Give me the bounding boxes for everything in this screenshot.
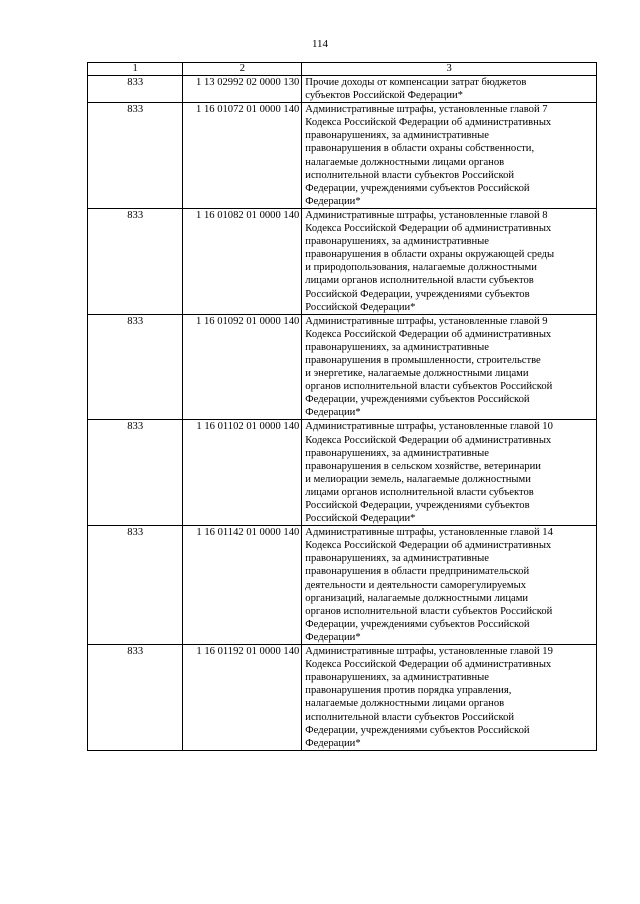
table-row xyxy=(88,526,597,645)
table-row xyxy=(88,645,597,751)
admin-code-cell: 833 xyxy=(88,103,183,209)
revenue-description-cell xyxy=(302,645,597,751)
description-line: и мелиорации земель, налагаемые должностными xyxy=(305,473,531,485)
description-line: налагаемые должностными лицами органов xyxy=(305,156,505,168)
description-line: Прочие доходы от компенсации затрат бюджетов xyxy=(305,77,527,88)
description-line: и природопользования, налагаемые должностными xyxy=(305,262,537,274)
description-line: Административные штрафы, установленные главой 8 xyxy=(305,209,548,221)
description-line: Федерации, учреждениями субъектов Российской xyxy=(305,394,530,406)
revenue-description-cell xyxy=(302,76,597,103)
description-line: правонарушения в промышленности, строительстве xyxy=(305,354,541,366)
description-line: правонарушениях, за административные xyxy=(305,236,489,248)
description-line: Кодекса Российской Федерации об административных xyxy=(305,117,552,129)
budget-classification-code-cell: 1 16 01142 01 0000 140 xyxy=(183,526,302,645)
description-line: Административные штрафы, установленные главой 10 xyxy=(305,421,553,433)
description-line: правонарушениях, за административные xyxy=(305,130,489,142)
description-line: правонарушения в области охраны окружающей среды xyxy=(305,249,555,261)
page-number: 114 xyxy=(311,38,329,50)
description-line: Российской Федерации* xyxy=(305,513,416,525)
description-line: деятельности и деятельности саморегулируемых xyxy=(305,579,527,591)
description-line: Кодекса Российской Федерации об административных xyxy=(305,540,552,552)
description-line: Кодекса Российской Федерации об административных xyxy=(305,434,552,446)
description-line: и энергетике, налагаемые должностными лицами xyxy=(305,368,529,380)
revenue-description-cell xyxy=(302,103,597,209)
table-row xyxy=(88,420,597,526)
description-line: правонарушениях, за административные xyxy=(305,672,489,684)
description-line: органов исполнительной власти субъектов Российской xyxy=(305,605,553,617)
description-line: организаций, налагаемые должностными лицами xyxy=(305,592,529,604)
description-line: правонарушения против порядка управления, xyxy=(305,685,512,697)
description-line: исполнительной власти субъектов Российской xyxy=(305,711,515,723)
admin-code-cell: 833 xyxy=(88,526,183,645)
table-body xyxy=(88,76,597,751)
table-row xyxy=(88,103,597,209)
description-line: Административные штрафы, установленные главой 19 xyxy=(305,646,553,658)
description-line: лицами органов исполнительной власти субъектов xyxy=(305,275,534,287)
description-line: Федерации, учреждениями субъектов Российской xyxy=(305,724,530,736)
description-line: субъектов Российской Федерации* xyxy=(305,90,463,102)
description-line: правонарушениях, за административные xyxy=(305,553,489,565)
admin-code-cell: 833 xyxy=(88,645,183,751)
description-line: правонарушения в области охраны собственности, xyxy=(305,143,535,155)
description-line: Кодекса Российской Федерации об административных xyxy=(305,223,552,235)
budget-classification-code-cell: 1 16 01072 01 0000 140 xyxy=(183,103,302,209)
revenue-description-cell xyxy=(302,420,597,526)
description-line: правонарушения в сельском хозяйстве, ветеринарии xyxy=(305,460,541,472)
description-line: Административные штрафы, установленные главой 7 xyxy=(305,104,548,116)
description-line: Федерации, учреждениями субъектов Российской xyxy=(305,182,530,194)
budget-classification-code-cell: 1 16 01192 01 0000 140 xyxy=(183,645,302,751)
description-line: Федерации* xyxy=(305,631,361,643)
admin-code-cell: 833 xyxy=(88,208,183,314)
column-header-3: 3 xyxy=(302,63,597,76)
description-line: Российской Федерации, учреждениями субъектов xyxy=(305,288,530,300)
description-line: Федерации, учреждениями субъектов Российской xyxy=(305,618,530,630)
table-header-row xyxy=(88,63,597,76)
admin-code-cell: 833 xyxy=(88,314,183,420)
revenue-description-cell xyxy=(302,208,597,314)
admin-code-cell: 833 xyxy=(88,76,183,103)
description-line: Кодекса Российской Федерации об административных xyxy=(305,659,552,671)
admin-code-cell: 833 xyxy=(88,420,183,526)
table-row xyxy=(88,208,597,314)
description-line: Федерации* xyxy=(305,195,361,207)
revenue-codes-table xyxy=(87,62,597,751)
table-row xyxy=(88,76,597,103)
description-line: Российской Федерации, учреждениями субъектов xyxy=(305,500,530,511)
column-header-2: 2 xyxy=(183,63,302,76)
budget-classification-code-cell: 1 16 01082 01 0000 140 xyxy=(183,208,302,314)
description-line: Административные штрафы, установленные главой 14 xyxy=(305,527,553,539)
description-line: лицами органов исполнительной власти субъектов xyxy=(305,486,534,498)
budget-classification-code-cell: 1 16 01092 01 0000 140 xyxy=(183,314,302,420)
description-line: Федерации* xyxy=(305,407,361,419)
table-row xyxy=(88,314,597,420)
description-line: Кодекса Российской Федерации об административных xyxy=(305,328,552,340)
description-line: правонарушениях, за административные xyxy=(305,447,489,459)
description-line: исполнительной власти субъектов Российской xyxy=(305,169,515,181)
revenue-description-cell xyxy=(302,526,597,645)
description-line: Федерации* xyxy=(305,737,361,749)
column-header-1: 1 xyxy=(88,63,183,76)
description-line: органов исполнительной власти субъектов Российской xyxy=(305,381,553,393)
description-line: Российской Федерации* xyxy=(305,301,416,313)
description-line: правонарушения в области предпринимательской xyxy=(305,566,530,578)
description-line: правонарушениях, за административные xyxy=(305,341,489,353)
revenue-description-cell xyxy=(302,314,597,420)
budget-classification-code-cell: 1 16 01102 01 0000 140 xyxy=(183,420,302,526)
budget-classification-code-cell: 1 13 02992 02 0000 130 xyxy=(183,76,302,103)
description-line: Административные штрафы, установленные главой 9 xyxy=(305,315,548,327)
description-line: налагаемые должностными лицами органов xyxy=(305,698,505,710)
